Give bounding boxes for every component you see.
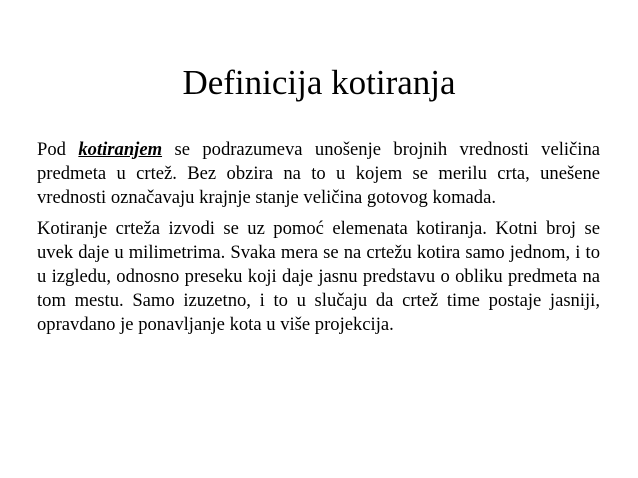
- slide-title: Definicija kotiranja: [182, 63, 456, 102]
- term-kotiranjem: kotiranjem: [78, 139, 163, 160]
- paragraph-definition-rest: se podrazumeva unošenje brojnih vrednosti veličina predmeta u crtež. Bez obzira na to u kojem se merilu crta, unešene vrednosti označavaju krajnje stanje veličina gotovog komada.: [37, 139, 600, 209]
- paragraph-definition-lead: Pod: [37, 139, 79, 160]
- slide-body: [37, 138, 600, 338]
- paragraph-definition: [37, 138, 600, 211]
- paragraph-procedure: Kotiranje crteža izvodi se uz pomoć elemenata kotiranja. Kotni broj se uvek daje u milimetrima. Svaka mera se na crtežu kotira samo jednom, i to u izgledu, odnosno preseku koji daje jasnu predstavu o obliku predmeta na tom mestu. Samo izuzetno, i to u slučaju da crtež time postaje jasniji, opravdano je ponavljanje kota u više projekcija.: [37, 217, 600, 336]
